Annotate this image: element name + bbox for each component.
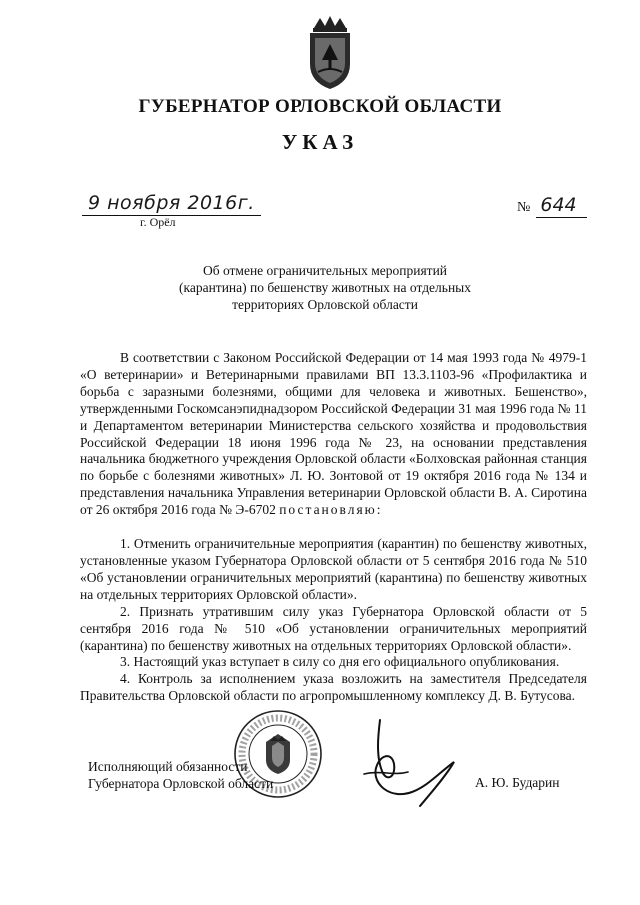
decree-date: 9 ноября 2016г. [82,192,261,216]
document-title [140,262,510,313]
decree-item: 1. Отменить ограничительные мероприятия (карантин) по бешенству животных, установленные указом Губернатора Орловской области от 5 сентября 2016 года № 510 «Об установлении ограничительных мероприятий (карантина) по бешенству животных на отдельных территориях Орловской области». [80,536,587,602]
signatory-name: А. Ю. Бударин [475,775,560,790]
coat-of-arms-icon [300,14,360,92]
decree-number-block [517,194,587,216]
decree-number: 644 [536,194,586,218]
title-line: Об отмене ограничительных мероприятий [202,263,448,278]
decree-item: 2. Признать утратившим силу указ Губернатора Орловской области от 5 сентября 2016 года № 510 «Об установлении ограничительных мероприятий (карантина) по бешенству животных на отдельных территориях Орловской области». [80,603,587,653]
signatory-role [88,758,273,792]
decree-item: 3. Настоящий указ вступает в силу со дня его официального опубликования. [120,654,560,670]
preamble-text: В соответствии с Законом Российской Федерации от 14 мая 1993 года № 4979-1 «О ветеринарии» и Ветеринарными правилами ВП 13.3.1103-96 «Профилактика и борьба с заразными болезнями, общими для человека и животных. Бешенство», утвержденными Госкомсанэпиднадзором Российской Федерации 31 мая 1996 года № 11 и Департаментом ветеринарии Министерства сельского хозяйства и продовольствия Российской Федерации 18 июня 1996 года № 23, на основании представления начальника бюджетного учреждения Орловской области «Болховская районная станция по борьбе с болезнями животных» Л. Ю. Зонтовой от 19 октября 2016 года № 134 и представления начальника Управления ветеринарии Орловской области В. А. Сиротина от 26 октября 2016 года № Э-6702 [80,350,587,518]
preamble-paragraph [80,350,587,519]
title-line: территориях Орловской области [232,297,418,312]
title-line: (карантина) по бешенству животных на отдельных [178,280,471,295]
decree-body [80,350,587,705]
issue-city: г. Орёл [140,215,176,229]
decree-word: постановляю: [279,502,383,518]
number-label: № [517,200,531,215]
signatory-role-line: Исполняющий обязанности [88,759,248,774]
issuing-authority: ГУБЕРНАТОР ОРЛОВСКОЙ ОБЛАСТИ [138,96,502,117]
document-type: УКАЗ [281,130,359,154]
handwritten-signature [350,716,470,811]
signatory-role-line: Губернатора Орловской области [88,776,274,791]
decree-item: 4. Контроль за исполнением указа возложить на заместителя Председателя Правительства Орловской области по агропромышленному комплексу Д. В. Бутусова. [80,671,587,704]
